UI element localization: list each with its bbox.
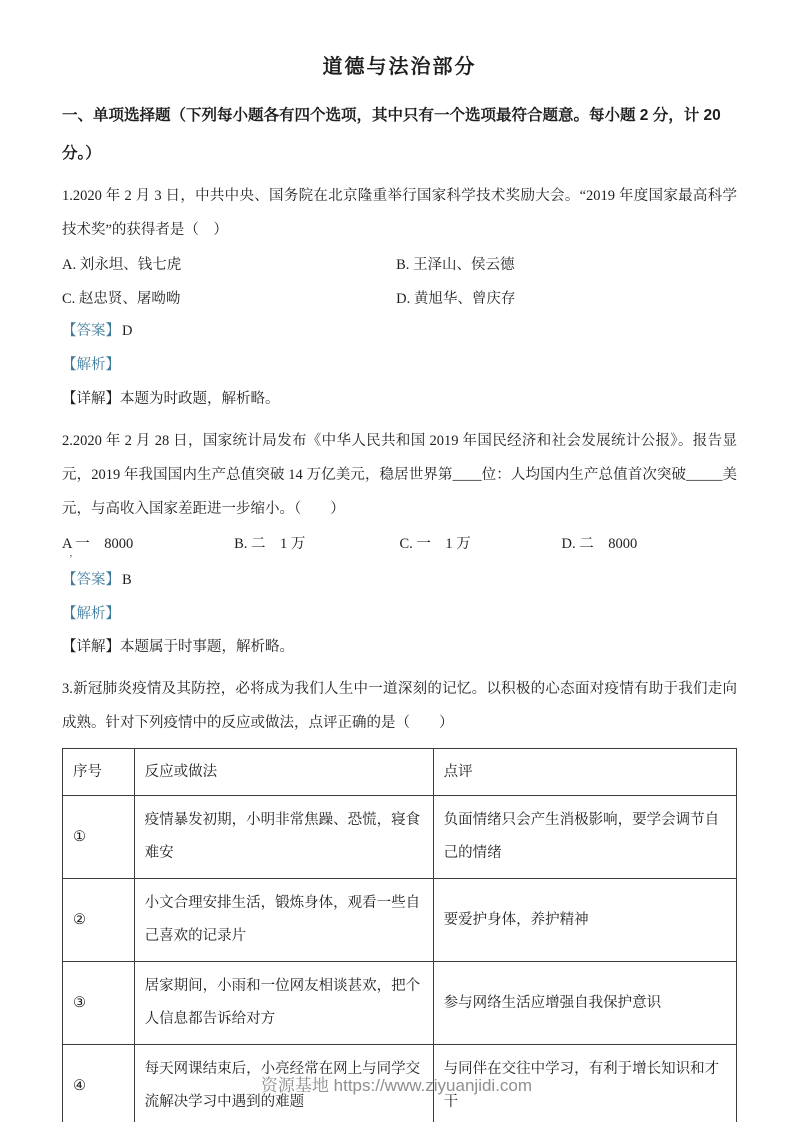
answer-label: 【答案】 [62,571,120,588]
page-title: 道德与法治部分 [322,56,477,78]
question-2-analysis-line [62,605,737,624]
question-1-answer-line [62,322,737,341]
question-2-answer-line [62,571,737,590]
table-row [63,796,737,879]
question-1-option-d: D. 黄旭华、曾庆存 [396,291,516,308]
question-3-table [62,748,737,1122]
question-2 [62,424,737,658]
table-header-action: 反应或做法 [134,749,433,796]
stray-scan-mark: ’ [69,552,73,565]
row-2-action: 小文合理安排生活，锻炼身体，观看一些自己喜欢的记录片 [134,879,433,962]
table-header-row [63,749,737,796]
answer-label: 【答案】 [62,323,120,340]
question-1-answer-value: D [122,323,133,340]
question-1 [62,179,737,409]
question-3-stem: 3.新冠肺炎疫情及其防控，必将成为我们人生中一道深刻的记忆。以积极的心态面对疫情有助于我们走向成熟。针对下列疫情中的反应或做法，点评正确的是（ ） [62,681,737,732]
section-header: 一、单项选择题（下列每小题各有四个选项，其中只有一个选项最符合题意。每小题 2 分，计 20 分。） [62,107,721,162]
question-2-option-a: A 一 8000 [62,535,134,552]
analysis-label: 【解析】 [62,356,120,373]
row-3-index: ③ [63,962,135,1045]
table-row [63,962,737,1045]
row-1-comment: 负面情绪只会产生消极影响，要学会调节自己的情绪 [433,796,736,879]
question-2-detail-text: 本题属于时事题，解析略。 [120,639,294,656]
question-2-stem: 2.2020 年 2 月 28 日，国家统计局发布《中华人民共和国 2019 年国民经济和社会发展统计公报》。报告显元，2019 年我国国内生产总值突破 14 万亿美元，稳居世界第____位：人均国内生产总值首次突破_____美元，与高收入国家差距进一步缩小。（ ） [62,432,737,517]
row-3-comment: 参与网络生活应增强自我保护意识 [433,962,736,1045]
question-2-option-c: C. 一 1 万 [399,535,471,552]
footer-site-link[interactable]: 资源基地 https://www.ziyuanjidi.com [260,1076,533,1095]
question-1-options [62,253,737,308]
table-header-index: 序号 [63,749,135,796]
row-3-action: 居家期间，小雨和一位网友相谈甚欢，把个人信息都告诉给对方 [134,962,433,1045]
table-header-comment: 点评 [433,749,736,796]
question-2-answer-value: B [122,571,132,588]
row-1-index: ① [63,796,135,879]
row-2-index: ② [63,879,135,962]
question-2-options [62,532,737,565]
question-2-detail-line [62,638,737,657]
table-row [63,879,737,962]
page-footer [0,1071,793,1096]
detail-label: 【详解】 [62,639,120,656]
analysis-label: 【解析】 [62,605,120,622]
question-1-option-a: A. 刘永坦、钱七虎 [62,257,182,274]
detail-label: 【详解】 [62,390,120,407]
question-1-stem: 1.2020 年 2 月 3 日，中共中央、国务院在北京隆重举行国家科学技术奖励大会。“2019 年度国家最高科学技术奖”的获得者是（ ） [62,187,737,238]
row-4-action: 每天网课结束后，小亮经常在网上与同学交流解决学习中遇到的难题 [134,1045,433,1122]
question-1-detail-line [62,390,737,409]
row-4-index: ④ [63,1045,135,1122]
row-2-comment: 要爱护身体，养护精神 [433,879,736,962]
question-1-detail-text: 本题为时政题，解析略。 [120,390,280,407]
question-1-option-c: C. 赵忠贤、屠呦呦 [62,291,181,308]
question-2-option-b: B. 二 1 万 [234,535,306,552]
question-2-option-d: D. 二 8000 [561,535,638,552]
question-3 [62,672,737,1122]
question-1-option-b: B. 王泽山、侯云德 [396,257,515,274]
row-1-action: 疫情暴发初期，小明非常焦躁、恐慌，寝食难安 [134,796,433,879]
question-1-analysis-line [62,356,737,375]
row-4-comment: 与同伴在交往中学习，有利于增长知识和才干 [433,1045,736,1122]
